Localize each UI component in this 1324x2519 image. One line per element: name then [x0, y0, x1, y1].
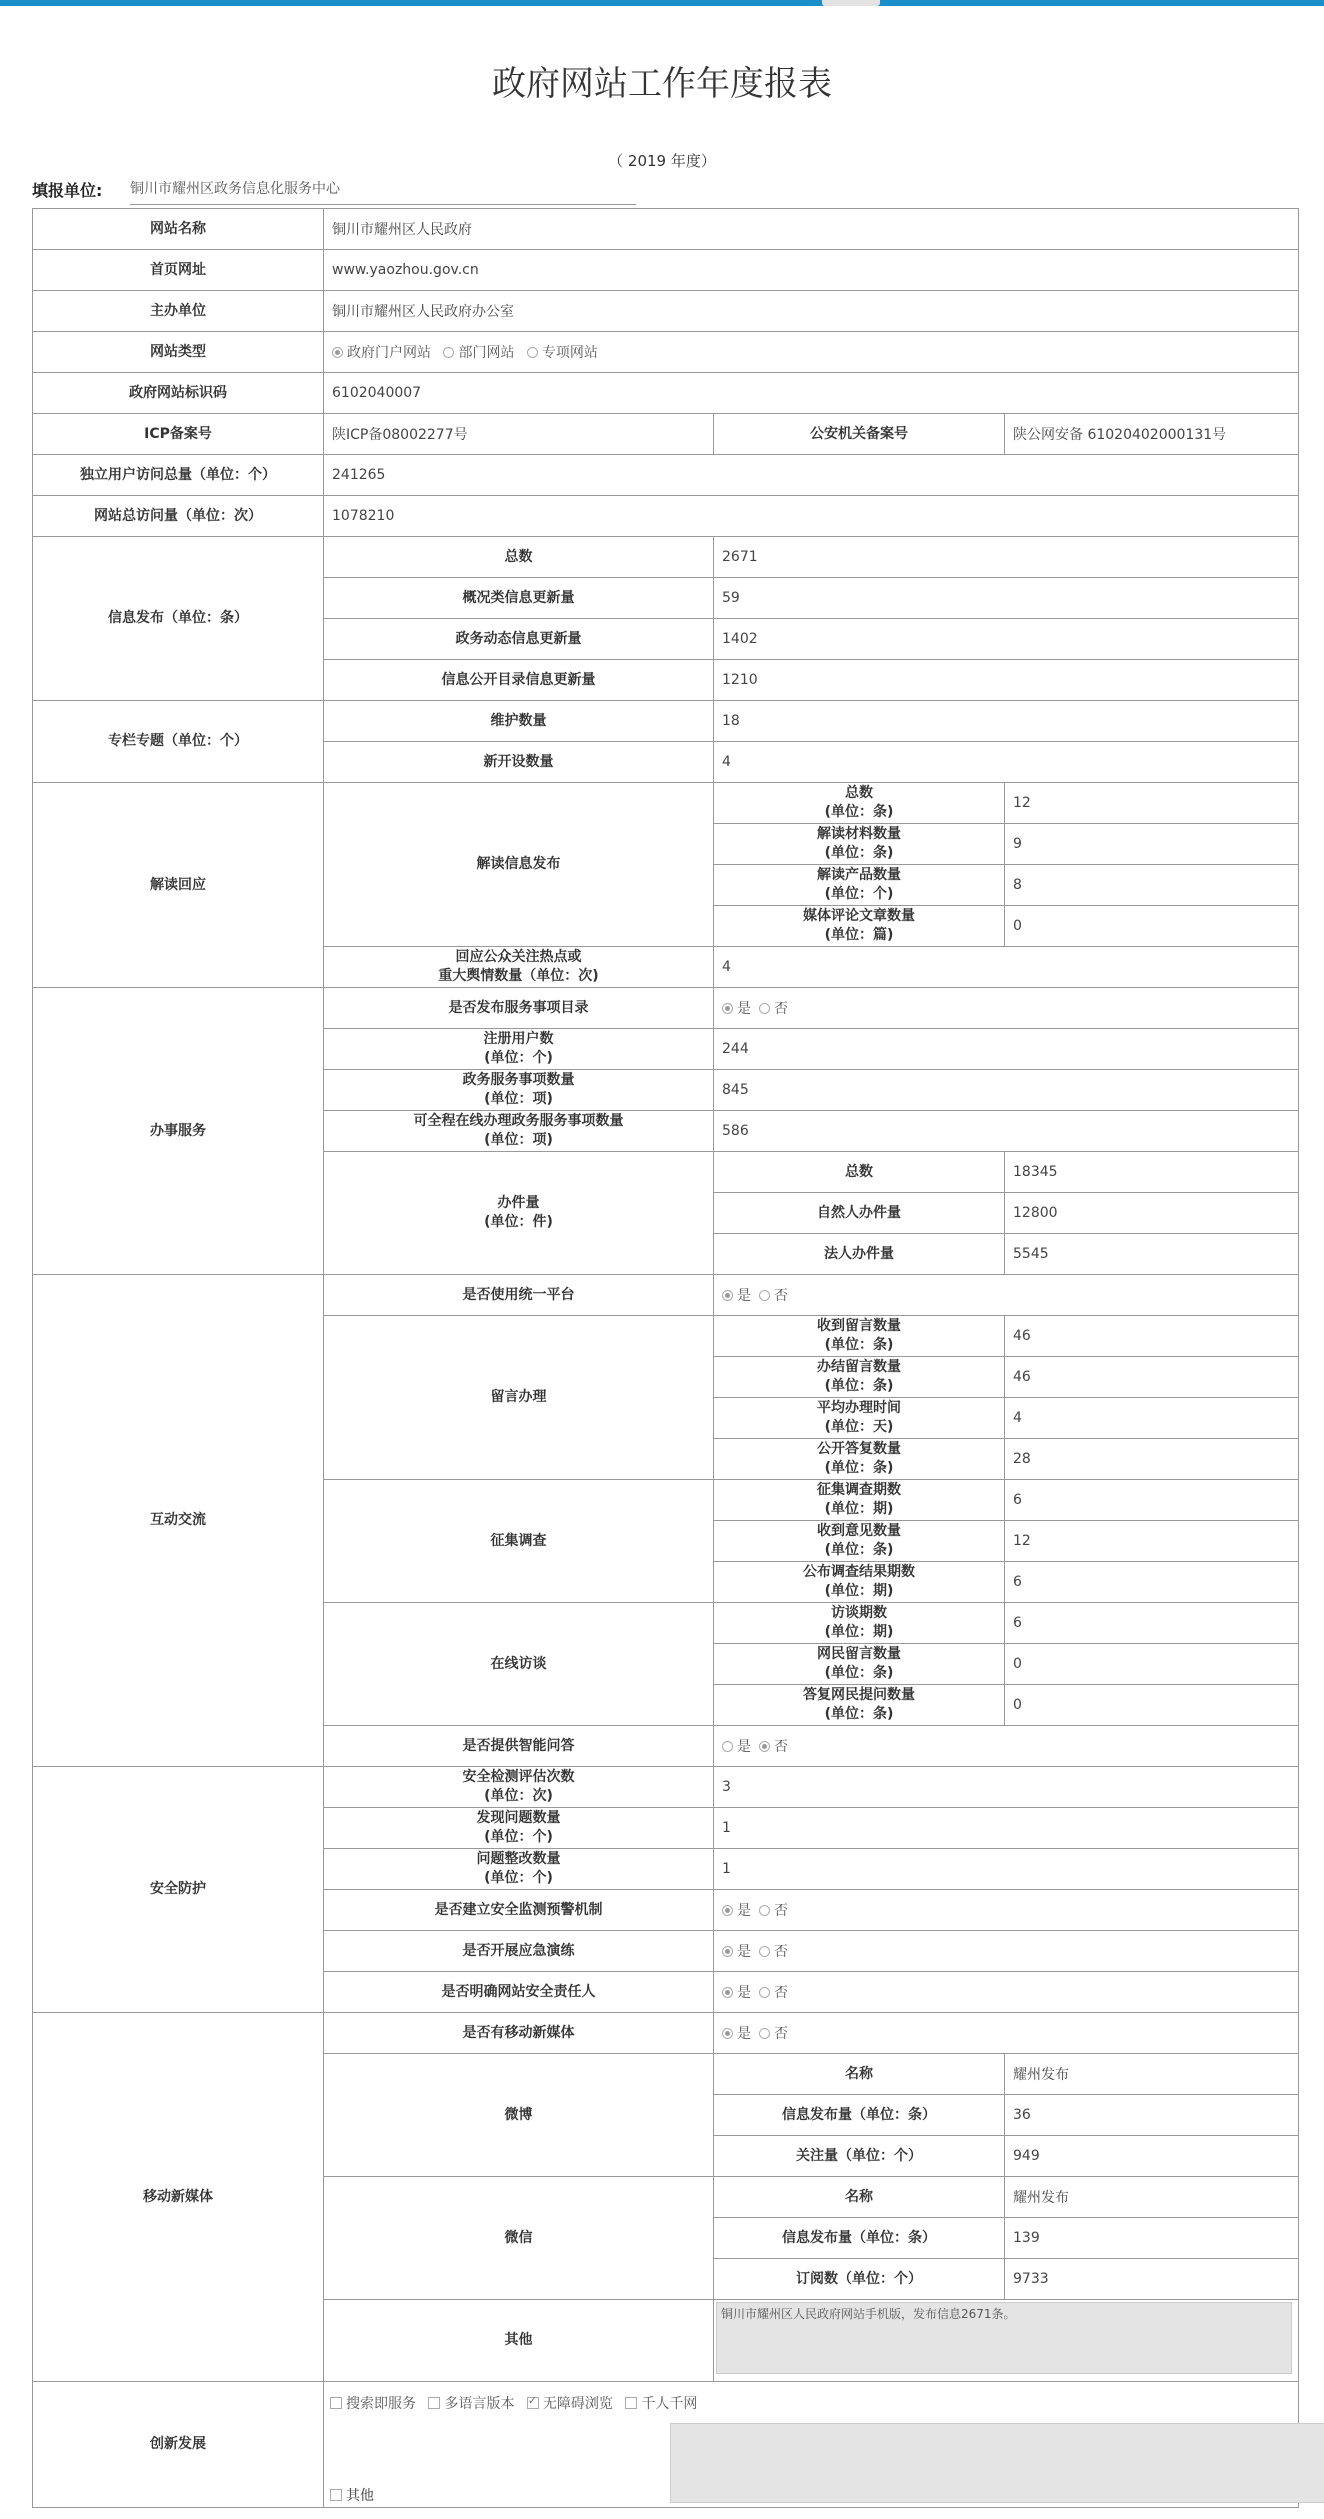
yes-no-label: 否 [774, 1288, 788, 1304]
weibo-row-value: 949 [1005, 2136, 1299, 2177]
radio-selected-icon[interactable] [722, 1905, 733, 1916]
survey-label: 征集调查 [324, 1480, 714, 1603]
security-checks-label: 安全检测评估次数 (单位：次) [324, 1767, 714, 1808]
table-row [33, 332, 1299, 373]
site-type-option[interactable]: 部门网站 [443, 345, 514, 361]
service-cases-label: 办件量 (单位：件) [324, 1152, 714, 1275]
interpret-row-value: 9 [1005, 824, 1299, 865]
yes-no-label: 是 [737, 1001, 751, 1017]
site-type-option[interactable]: 专项网站 [527, 345, 598, 361]
site-type-label: 网站类型 [33, 332, 324, 373]
service-label: 办事服务 [33, 988, 324, 1275]
cases-row-value: 12800 [1005, 1193, 1299, 1234]
qa-label: 是否提供智能问答 [324, 1726, 714, 1767]
table-row [33, 783, 1299, 824]
radio-selected-icon[interactable] [332, 347, 343, 358]
cases-row-value: 18345 [1005, 1152, 1299, 1193]
message-row-label: 平均办理时间 (单位：天) [714, 1398, 1005, 1439]
radio-selected-icon[interactable] [759, 1741, 770, 1752]
yes-no-option[interactable] [759, 2026, 788, 2042]
security-fixed-label: 问题整改数量 (单位：个) [324, 1849, 714, 1890]
police-label: 公安机关备案号 [714, 414, 1005, 455]
table-row [33, 701, 1299, 742]
interview-row-value: 0 [1005, 1685, 1299, 1726]
interact-label: 互动交流 [33, 1275, 324, 1767]
info-pub-label: 信息发布（单位：条） [33, 537, 324, 701]
yes-no-label: 否 [774, 1739, 788, 1755]
weibo-row-label: 信息发布量（单位：条） [714, 2095, 1005, 2136]
survey-row-value: 12 [1005, 1521, 1299, 1562]
radio-icon[interactable] [443, 347, 454, 358]
unit-label: 填报单位: [32, 181, 103, 200]
checkbox-icon[interactable] [625, 2397, 637, 2409]
drill-label: 是否开展应急演练 [324, 1931, 714, 1972]
uv-value: 241265 [324, 455, 1299, 496]
column-label: 专栏专题（单位：个） [33, 701, 324, 783]
checkbox-icon[interactable] [330, 2397, 342, 2409]
survey-row-label: 征集调查期数 (单位：期) [714, 1480, 1005, 1521]
yes-no-label: 是 [737, 1944, 751, 1960]
platform-label: 是否使用统一平台 [324, 1275, 714, 1316]
report-table [32, 208, 1299, 2508]
innovation-checkbox-row [330, 2393, 705, 2413]
service-online-value: 586 [714, 1111, 1299, 1152]
home-url-value: www.yaozhou.gov.cn [324, 250, 1299, 291]
response-value: 4 [714, 947, 1299, 988]
innovation-other-textarea[interactable] [670, 2423, 1324, 2503]
service-users-label: 注册用户数 (单位：个) [324, 1029, 714, 1070]
innovation-label: 创新发展 [33, 2382, 324, 2508]
icp-value: 陕ICP备08002277号 [324, 414, 714, 455]
pv-label: 网站总访问量（单位：次） [33, 496, 324, 537]
interpret-row-value: 12 [1005, 783, 1299, 824]
info-pub-row-label: 概况类信息更新量 [324, 578, 714, 619]
interview-row-label: 答复网民提问数量 (单位：条) [714, 1685, 1005, 1726]
weibo-row-value: 耀州发布 [1005, 2054, 1299, 2095]
checkbox-icon[interactable] [428, 2397, 440, 2409]
info-pub-row-value: 1402 [714, 619, 1299, 660]
yes-no-radio [714, 1890, 1299, 1931]
icp-label: ICP备案号 [33, 414, 324, 455]
radio-selected-icon[interactable] [722, 1003, 733, 1014]
yes-no-radio [714, 1972, 1299, 2013]
response-label: 回应公众关注热点或 重大舆情数量（单位：次) [324, 947, 714, 988]
innovation-options [324, 2383, 1298, 2507]
yes-no-option[interactable] [759, 1944, 788, 1960]
radio-selected-icon[interactable] [722, 1946, 733, 1957]
unit-value-field[interactable]: 铜川市耀州区政务信息化服务中心 [130, 178, 636, 205]
wechat-row-value: 9733 [1005, 2259, 1299, 2300]
message-row-value: 46 [1005, 1316, 1299, 1357]
yes-no-option[interactable] [759, 1903, 788, 1919]
table-row [33, 537, 1299, 578]
service-users-value: 244 [714, 1029, 1299, 1070]
cases-row-label: 法人办件量 [714, 1234, 1005, 1275]
interpret-row-value: 8 [1005, 865, 1299, 906]
column-row-value: 4 [714, 742, 1299, 783]
page-title: 政府网站工作年度报表 [492, 64, 832, 104]
security-found-value: 1 [714, 1808, 1299, 1849]
mobile-other-textarea[interactable]: 铜川市耀州区人民政府网站手机版，发布信息2671条。 [716, 2302, 1292, 2374]
sponsor-label: 主办单位 [33, 291, 324, 332]
table-row [33, 250, 1299, 291]
owner-label: 是否明确网站安全责任人 [324, 1972, 714, 2013]
table-row [33, 988, 1299, 1029]
yes-no-option[interactable] [722, 1001, 751, 1017]
wechat-row-label: 名称 [714, 2177, 1005, 2218]
radio-icon[interactable] [759, 1905, 770, 1916]
site-id-label: 政府网站标识码 [33, 373, 324, 414]
yes-no-option[interactable] [722, 1288, 751, 1304]
yes-no-option[interactable] [759, 1985, 788, 2001]
site-name-label: 网站名称 [33, 209, 324, 250]
cases-row-label: 总数 [714, 1152, 1005, 1193]
yes-no-label: 否 [774, 1903, 788, 1919]
interpret-row-label: 媒体评论文章数量 (单位：篇) [714, 906, 1005, 947]
table-row [33, 1275, 1299, 1316]
site-name-value: 铜川市耀州区人民政府 [324, 209, 1299, 250]
cases-row-value: 5545 [1005, 1234, 1299, 1275]
weibo-row-label: 名称 [714, 2054, 1005, 2095]
yes-no-option[interactable] [722, 1739, 751, 1755]
yes-no-label: 是 [737, 1288, 751, 1304]
radio-icon[interactable] [759, 1003, 770, 1014]
message-row-label: 收到留言数量 (单位：条) [714, 1316, 1005, 1357]
yes-no-label: 是 [737, 1739, 751, 1755]
yes-no-label: 否 [774, 2026, 788, 2042]
interview-row-label: 访谈期数 (单位：期) [714, 1603, 1005, 1644]
radio-icon[interactable] [759, 1290, 770, 1301]
message-row-value: 4 [1005, 1398, 1299, 1439]
weibo-row-value: 36 [1005, 2095, 1299, 2136]
radio-icon[interactable] [722, 1741, 733, 1752]
yes-no-option[interactable] [759, 1001, 788, 1017]
innovation-cell [324, 2382, 1299, 2508]
top-accent-bar [0, 0, 1324, 6]
survey-row-value: 6 [1005, 1480, 1299, 1521]
security-found-label: 发现问题数量 (单位：个) [324, 1808, 714, 1849]
security-fixed-value: 1 [714, 1849, 1299, 1890]
interview-row-value: 6 [1005, 1603, 1299, 1644]
security-checks-value: 3 [714, 1767, 1299, 1808]
report-year: （ 2019 年度） [608, 152, 716, 170]
column-row-label: 新开设数量 [324, 742, 714, 783]
mobile-other-label: 其他 [324, 2300, 714, 2382]
radio-icon[interactable] [759, 1946, 770, 1957]
table-row [33, 2382, 1299, 2508]
survey-row-label: 收到意见数量 (单位：条) [714, 1521, 1005, 1562]
interpret-row-value: 0 [1005, 906, 1299, 947]
yes-no-label: 否 [774, 1001, 788, 1017]
wechat-row-label: 订阅数（单位：个） [714, 2259, 1005, 2300]
radio-icon[interactable] [527, 347, 538, 358]
yes-no-radio [714, 1275, 1299, 1316]
table-row [33, 373, 1299, 414]
security-label: 安全防护 [33, 1767, 324, 2013]
innovation-option[interactable]: 千人千网 [625, 2396, 697, 2412]
checkbox-icon[interactable] [527, 2397, 539, 2409]
message-row-value: 28 [1005, 1439, 1299, 1480]
info-pub-row-value: 1210 [714, 660, 1299, 701]
monitor-label: 是否建立安全监测预警机制 [324, 1890, 714, 1931]
yes-no-option[interactable] [759, 1739, 788, 1755]
message-row-label: 公开答复数量 (单位：条) [714, 1439, 1005, 1480]
site-type-option[interactable]: 政府门户网站 [332, 345, 431, 361]
radio-icon[interactable] [759, 1987, 770, 1998]
yes-no-radio [714, 1726, 1299, 1767]
service-catalog-label: 是否发布服务事项目录 [324, 988, 714, 1029]
interpret-label: 解读回应 [33, 783, 324, 988]
wechat-row-value: 139 [1005, 2218, 1299, 2259]
table-row [33, 496, 1299, 537]
service-items-label: 政务服务事项数量 (单位：项) [324, 1070, 714, 1111]
innovation-option[interactable]: 多语言版本 [428, 2396, 514, 2412]
weibo-row-label: 关注量（单位：个） [714, 2136, 1005, 2177]
interview-row-value: 0 [1005, 1644, 1299, 1685]
top-bar-tab [822, 0, 880, 6]
yes-no-option[interactable] [722, 1985, 751, 2001]
info-pub-row-value: 2671 [714, 537, 1299, 578]
cases-row-label: 自然人办件量 [714, 1193, 1005, 1234]
interpret-sub-label: 解读信息发布 [324, 783, 714, 947]
column-row-label: 维护数量 [324, 701, 714, 742]
radio-selected-icon[interactable] [722, 2028, 733, 2039]
yes-no-option[interactable] [722, 1944, 751, 1960]
yes-no-radio [714, 2013, 1299, 2054]
innovation-option[interactable]: ✓ 无障碍浏览 [527, 2396, 613, 2412]
info-pub-row-label: 政务动态信息更新量 [324, 619, 714, 660]
table-row [33, 414, 1299, 455]
yes-no-label: 是 [737, 1903, 751, 1919]
yes-no-label: 否 [774, 1944, 788, 1960]
weibo-label: 微博 [324, 2054, 714, 2177]
info-pub-row-label: 信息公开目录信息更新量 [324, 660, 714, 701]
radio-icon[interactable] [759, 2028, 770, 2039]
service-online-label: 可全程在线办理政务服务事项数量 (单位：项) [324, 1111, 714, 1152]
radio-selected-icon[interactable] [722, 1987, 733, 1998]
message-row-label: 办结留言数量 (单位：条) [714, 1357, 1005, 1398]
mobile-other-cell [714, 2300, 1299, 2382]
table-row [33, 1767, 1299, 1808]
yes-no-radio [714, 1931, 1299, 1972]
table-row [33, 455, 1299, 496]
yes-no-option[interactable] [759, 1288, 788, 1304]
table-row [33, 209, 1299, 250]
yes-no-label: 是 [737, 1985, 751, 2001]
yes-no-label: 是 [737, 2026, 751, 2042]
pv-value: 1078210 [324, 496, 1299, 537]
yes-no-radio [714, 988, 1299, 1029]
innovation-other-option[interactable]: 其他 [330, 2485, 374, 2505]
mobile-label: 移动新媒体 [33, 2013, 324, 2382]
checkbox-icon[interactable] [330, 2489, 342, 2501]
interview-label: 在线访谈 [324, 1603, 714, 1726]
interpret-row-label: 总数 (单位：条) [714, 783, 1005, 824]
info-pub-row-value: 59 [714, 578, 1299, 619]
radio-selected-icon[interactable] [722, 1290, 733, 1301]
wechat-row-value: 耀州发布 [1005, 2177, 1299, 2218]
message-row-value: 46 [1005, 1357, 1299, 1398]
yes-no-option[interactable] [722, 2026, 751, 2042]
wechat-row-label: 信息发布量（单位：条） [714, 2218, 1005, 2259]
table-row [33, 291, 1299, 332]
service-items-value: 845 [714, 1070, 1299, 1111]
yes-no-label: 否 [774, 1985, 788, 2001]
police-value: 陕公网安备 61020402000131号 [1005, 414, 1299, 455]
info-pub-row-label: 总数 [324, 537, 714, 578]
column-row-value: 18 [714, 701, 1299, 742]
interview-row-label: 网民留言数量 (单位：条) [714, 1644, 1005, 1685]
table-row [33, 2013, 1299, 2054]
home-url-label: 首页网址 [33, 250, 324, 291]
site-type-options [324, 332, 1299, 373]
interpret-row-label: 解读产品数量 (单位：个) [714, 865, 1005, 906]
message-label: 留言办理 [324, 1316, 714, 1480]
yes-no-option[interactable] [722, 1903, 751, 1919]
interpret-row-label: 解读材料数量 (单位：条) [714, 824, 1005, 865]
innovation-option[interactable]: 搜索即服务 [330, 2396, 416, 2412]
site-id-value: 6102040007 [324, 373, 1299, 414]
wechat-label: 微信 [324, 2177, 714, 2300]
survey-row-label: 公布调查结果期数 (单位：期) [714, 1562, 1005, 1603]
sponsor-value: 铜川市耀州区人民政府办公室 [324, 291, 1299, 332]
mobile-has-label: 是否有移动新媒体 [324, 2013, 714, 2054]
survey-row-value: 6 [1005, 1562, 1299, 1603]
uv-label: 独立用户访问总量（单位：个） [33, 455, 324, 496]
